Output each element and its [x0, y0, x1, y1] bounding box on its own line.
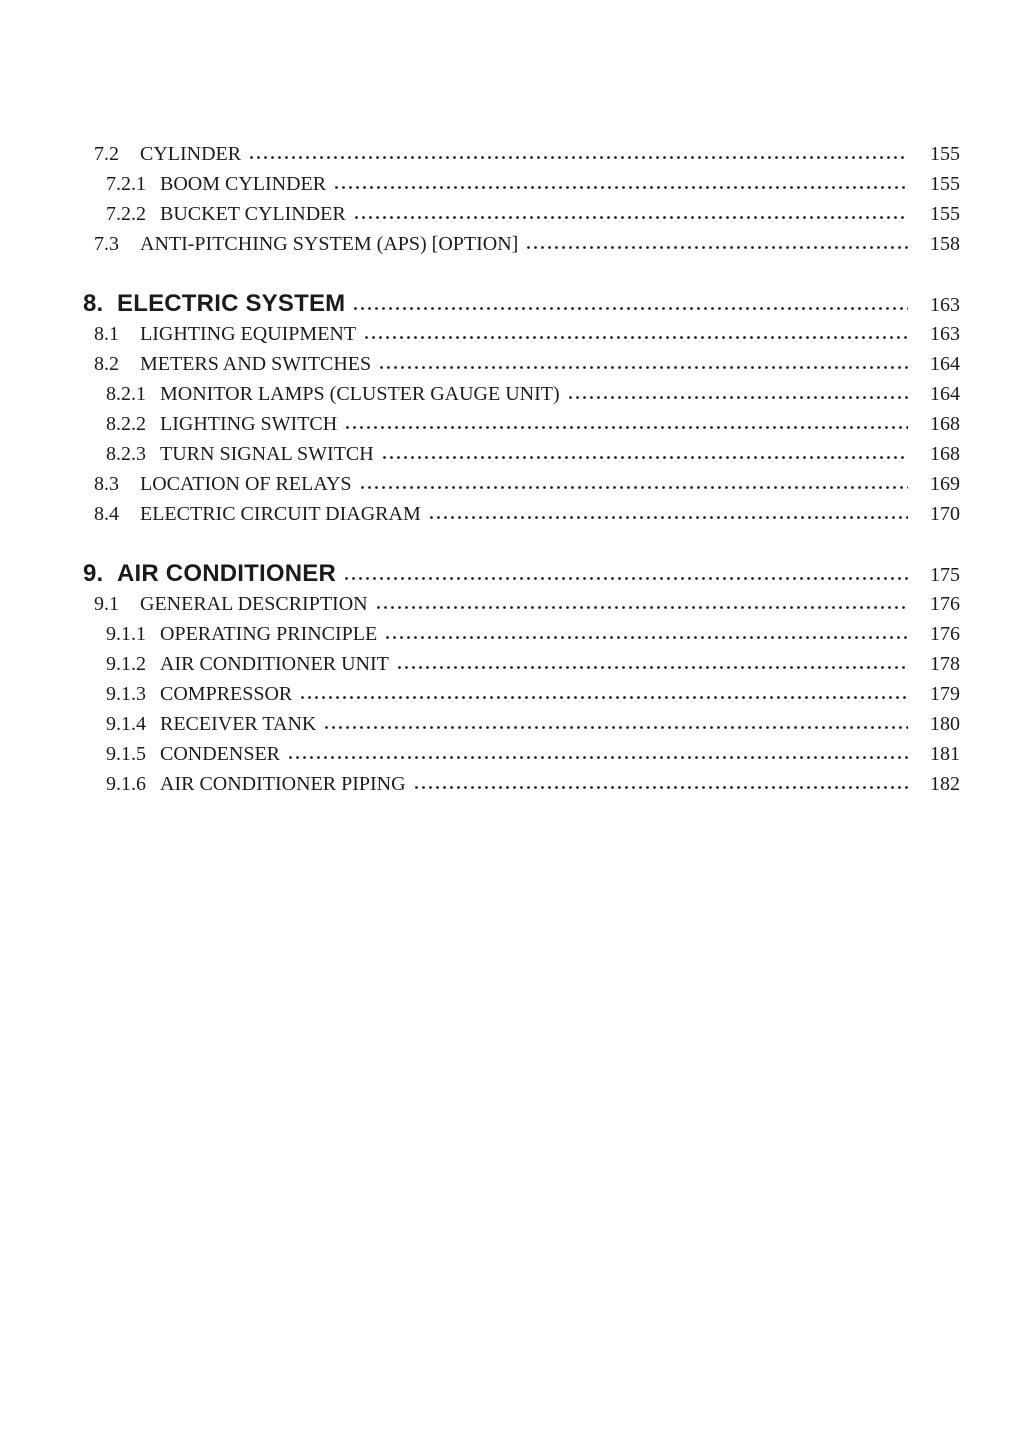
section-number: 8.2.2: [106, 413, 146, 435]
section-title: AIR CONDITIONER: [117, 560, 336, 587]
section-number: 9.1: [94, 593, 119, 615]
page-number: 170: [930, 503, 960, 525]
page-number: 163: [930, 294, 960, 316]
toc-row: [0, 319, 1024, 349]
dot-leader: [352, 306, 908, 311]
page-number: 179: [930, 683, 960, 705]
toc-row: [0, 679, 1024, 709]
toc-row: [0, 769, 1024, 799]
section-title: LIGHTING EQUIPMENT: [140, 323, 357, 345]
dot-leader: [428, 515, 908, 520]
section-title: TURN SIGNAL SWITCH: [160, 443, 374, 465]
section-number: 9.1.2: [106, 653, 146, 675]
page-number: 176: [930, 593, 960, 615]
section-number: 8.4: [94, 503, 119, 525]
toc-row: [0, 619, 1024, 649]
dot-leader: [248, 155, 908, 160]
toc-row: [0, 589, 1024, 619]
dot-leader: [396, 665, 908, 670]
page-number: 155: [930, 173, 960, 195]
page-number: 168: [930, 443, 960, 465]
page-number: 164: [930, 383, 960, 405]
page-number: 155: [930, 143, 960, 165]
section-number: 9.1.4: [106, 713, 146, 735]
toc-row: [0, 499, 1024, 529]
dot-leader: [344, 425, 908, 430]
section-number: 8.3: [94, 473, 119, 495]
toc: [0, 139, 1024, 799]
toc-row: [0, 169, 1024, 199]
section-title: COMPRESSOR: [160, 683, 293, 705]
section-number: 8.: [83, 290, 104, 317]
section-title: OPERATING PRINCIPLE: [160, 623, 378, 645]
toc-row: [0, 409, 1024, 439]
page-number: 176: [930, 623, 960, 645]
section-number: 8.2.3: [106, 443, 146, 465]
section-title: ELECTRIC CIRCUIT DIAGRAM: [140, 503, 421, 525]
toc-row: [0, 379, 1024, 409]
toc-row: [0, 229, 1024, 259]
section-number: 8.1: [94, 323, 119, 345]
section-number: 9.1.3: [106, 683, 146, 705]
section-title: AIR CONDITIONER UNIT: [160, 653, 389, 675]
toc-row: [0, 559, 1024, 589]
section-number: 9.1.6: [106, 773, 146, 795]
section-number: 7.2.2: [106, 203, 146, 225]
section-number: 9.1.5: [106, 743, 146, 765]
page-number: 158: [930, 233, 960, 255]
dot-leader: [299, 695, 908, 700]
dot-leader: [384, 635, 908, 640]
page-number: 155: [930, 203, 960, 225]
section-number: 8.2.1: [106, 383, 146, 405]
dot-leader: [381, 455, 908, 460]
dot-leader: [353, 215, 908, 220]
page-number: 178: [930, 653, 960, 675]
dot-leader: [363, 335, 908, 340]
section-title: ANTI-PITCHING SYSTEM (APS) [OPTION]: [140, 233, 519, 255]
section-title: ELECTRIC SYSTEM: [117, 290, 346, 317]
section-title: BUCKET CYLINDER: [160, 203, 346, 225]
page-number: 164: [930, 353, 960, 375]
page-number: 181: [930, 743, 960, 765]
toc-row: [0, 289, 1024, 319]
section-number: 7.3: [94, 233, 119, 255]
page-number: 182: [930, 773, 960, 795]
dot-leader: [525, 245, 908, 250]
section-title: CONDENSER: [160, 743, 281, 765]
section-title: LIGHTING SWITCH: [160, 413, 338, 435]
section-title: RECEIVER TANK: [160, 713, 317, 735]
page-number: 169: [930, 473, 960, 495]
page-number: 163: [930, 323, 960, 345]
dot-leader: [333, 185, 908, 190]
dot-leader: [343, 576, 908, 581]
toc-row: [0, 139, 1024, 169]
page-number: 180: [930, 713, 960, 735]
page-number: 175: [930, 564, 960, 586]
dot-leader: [359, 485, 908, 490]
section-title: GENERAL DESCRIPTION: [140, 593, 368, 615]
dot-leader: [323, 725, 908, 730]
section-title: MONITOR LAMPS (CLUSTER GAUGE UNIT): [160, 383, 560, 405]
section-number: 8.2: [94, 353, 119, 375]
dot-leader: [375, 605, 908, 610]
dot-leader: [413, 785, 908, 790]
section-title: METERS AND SWITCHES: [140, 353, 372, 375]
dot-leader: [567, 395, 908, 400]
dot-leader: [378, 365, 908, 370]
section-number: 9.: [83, 560, 104, 587]
section-title: LOCATION OF RELAYS: [140, 473, 352, 495]
section-number: 9.1.1: [106, 623, 146, 645]
toc-row: [0, 709, 1024, 739]
dot-leader: [287, 755, 908, 760]
section-title: AIR CONDITIONER PIPING: [160, 773, 406, 795]
toc-row: [0, 469, 1024, 499]
section-number: 7.2.1: [106, 173, 146, 195]
toc-row: [0, 349, 1024, 379]
page-number: 168: [930, 413, 960, 435]
section-title: BOOM CYLINDER: [160, 173, 327, 195]
toc-row: [0, 439, 1024, 469]
section-number: 7.2: [94, 143, 119, 165]
toc-row: [0, 199, 1024, 229]
toc-row: [0, 739, 1024, 769]
section-title: CYLINDER: [140, 143, 242, 165]
toc-row: [0, 649, 1024, 679]
